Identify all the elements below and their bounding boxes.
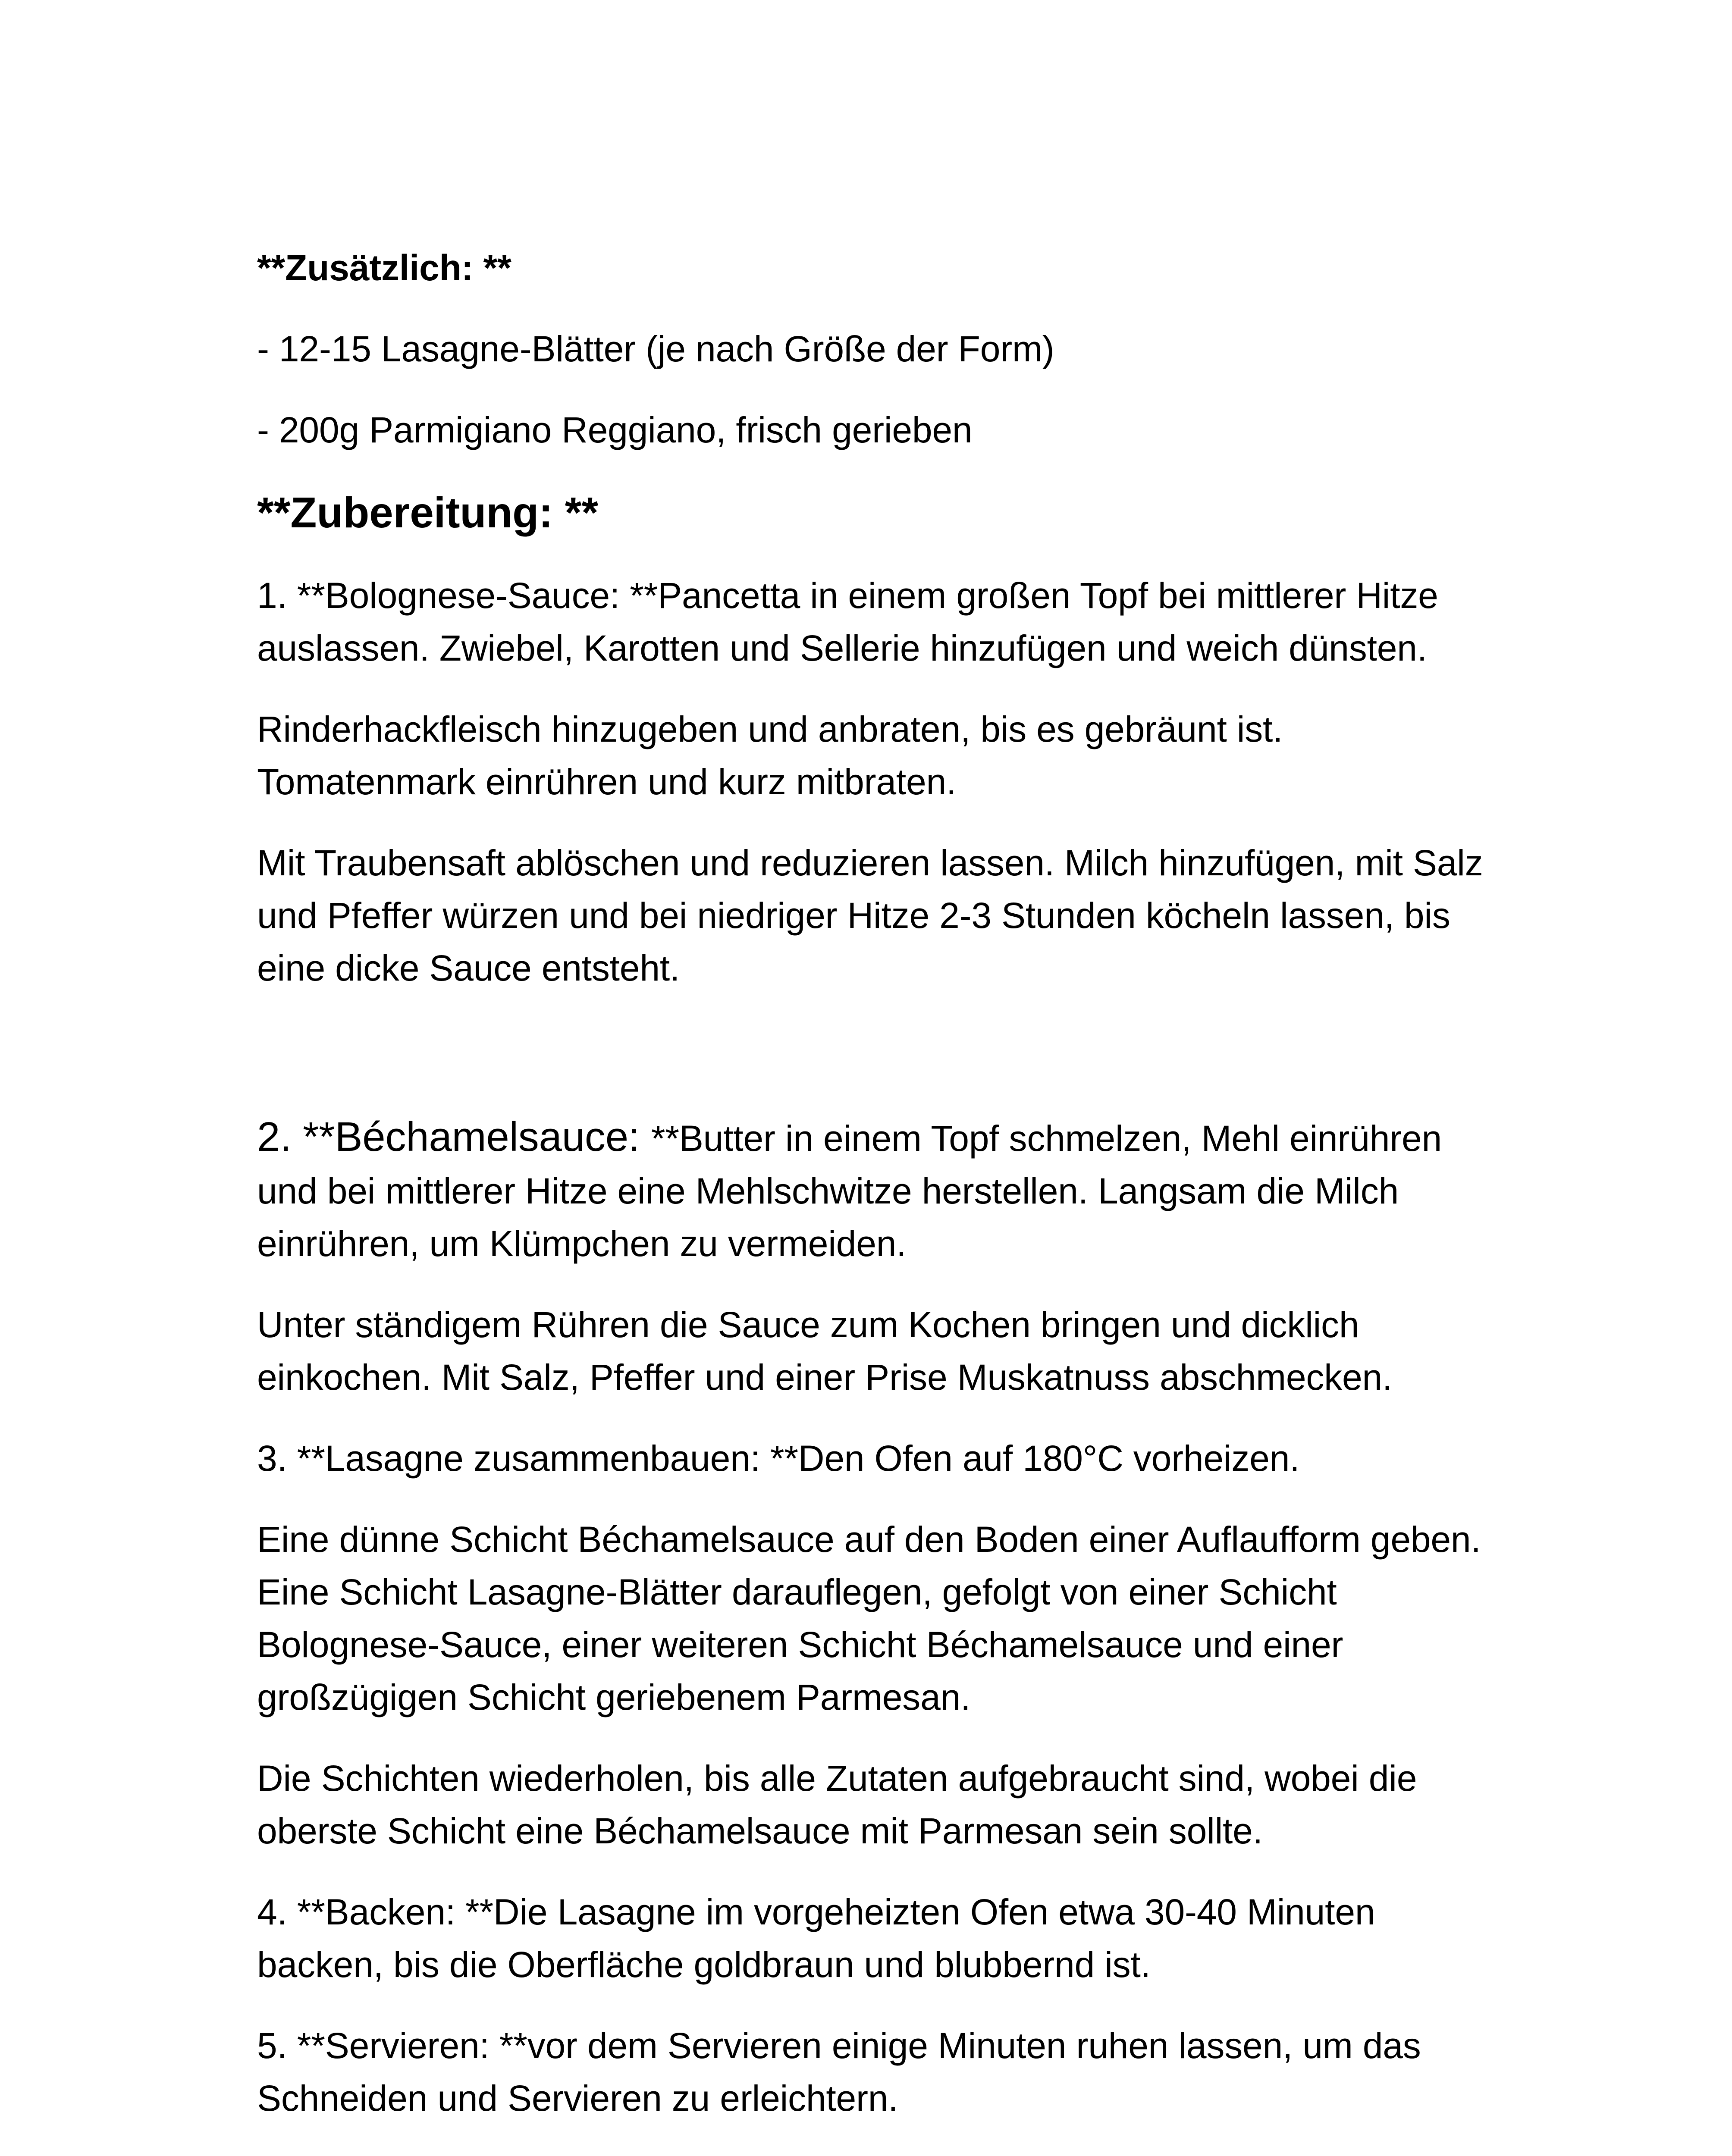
step2-paragraph-1-text: **Butter in einem Topf schmelzen, Mehl einrühren und bei mittlerer Hitze eine Mehlschwitze herstellen. Langsam die Milch einrühren, um Klümpchen zu vermeiden.	[257, 1118, 1442, 1264]
additional-heading: **Zusätzlich: **	[257, 248, 511, 288]
step5-paragraph-1: 5. **Servieren: **vor dem Servieren einige Minuten ruhen lassen, um das Schneiden und Servieren zu erleichtern.	[257, 2025, 1421, 2118]
step3-paragraph-2: Eine dünne Schicht Béchamelsauce auf den Boden einer Auflaufform geben. Eine Schicht Lasagne-Blätter darauflegen, gefolgt von einer Schicht Bolognese-Sauce, einer weiteren Schicht Béchamelsauce und einer großzügigen Schicht geriebenem Parmesan.	[257, 1519, 1481, 1717]
step2-paragraph-2: Unter ständigem Rühren die Sauce zum Kochen bringen und dicklich einkochen. Mit Salz, Pfeffer und einer Prise Muskatnuss abschmecken.	[257, 1304, 1393, 1398]
step1-paragraph-1: 1. **Bolognese-Sauce: **Pancetta in einem großen Topf bei mittlerer Hitze auslassen. Zwiebel, Karotten und Sellerie hinzufügen und weich dünsten.	[257, 575, 1438, 668]
ingredient-parmigiano: - 200g Parmigiano Reggiano, frisch gerieben	[257, 410, 973, 450]
step1-paragraph-3: Mit Traubensaft ablöschen und reduzieren lassen. Milch hinzufügen, mit Salz und Pfeffer würzen und bei niedriger Hitze 2-3 Stunden köcheln lassen, bis eine dicke Sauce entsteht.	[257, 843, 1483, 988]
step3-paragraph-1: 3. **Lasagne zusammenbauen: **Den Ofen auf 180°C vorheizen.	[257, 1438, 1300, 1479]
ingredient-lasagne-sheets: - 12-15 Lasagne-Blätter (je nach Größe der Form)	[257, 329, 1054, 369]
page-content	[257, 241, 1508, 2125]
step2-paragraph-1	[257, 1111, 1508, 1270]
step1-paragraph-2: Rinderhackfleisch hinzugeben und anbraten, bis es gebräunt ist. Tomatenmark einrühren und kurz mitbraten.	[257, 709, 1283, 802]
step2-lead: 2. **Béchamelsauce:	[257, 1114, 651, 1160]
step3-paragraph-3: Die Schichten wiederholen, bis alle Zutaten aufgebraucht sind, wobei die oberste Schicht eine Béchamelsauce mit Parmesan sein sollte.	[257, 1758, 1417, 1851]
step4-paragraph-1: 4. **Backen: **Die Lasagne im vorgeheizten Ofen etwa 30-40 Minuten backen, bis die Oberfläche goldbraun und blubbernd ist.	[257, 1892, 1375, 1985]
preparation-heading: **Zubereitung: **	[257, 489, 599, 537]
